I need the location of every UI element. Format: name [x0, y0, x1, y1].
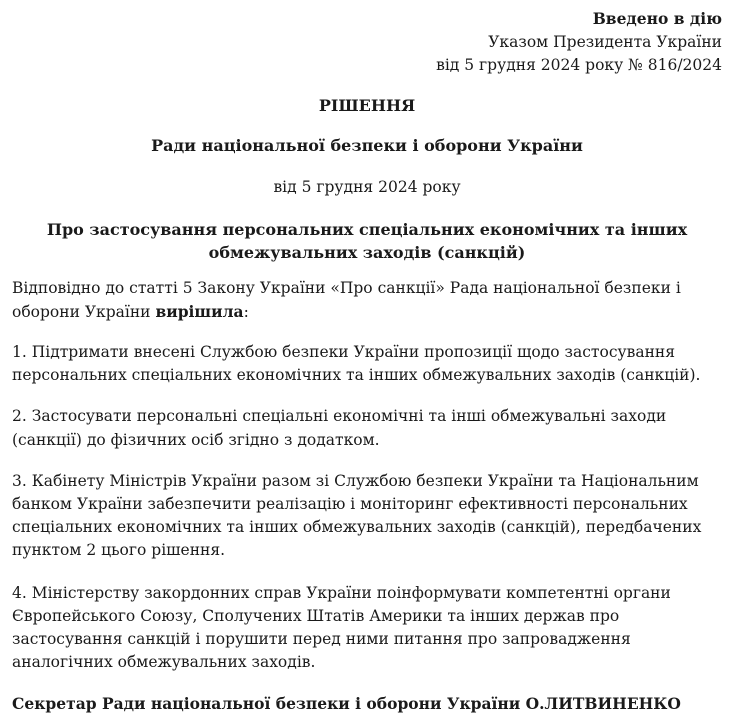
enactment-block [12, 0, 722, 78]
signature-line: Секретар Ради національної безпеки і оборони України О.ЛИТВИНЕНКО [12, 694, 681, 714]
item-1-paragraph: 1. Підтримати внесені Службою безпеки України пропозиції щодо застосування персональних спеціальних економічних та інших обмежувальних заходів (санкцій). [12, 342, 701, 385]
decree-date: від 5 грудня 2024 року № 816/2024 [436, 56, 722, 74]
item-4-paragraph: 4. Міністерству закордонних справ України поінформувати компетентні органи Європейського Союзу, Сполучених Штатів Америки та інших держав про застосування санкцій і порушити перед ними питання про запровадження аналогічних обмежувальних заходів. [12, 583, 671, 672]
document-subject: Про застосування персональних спеціальних економічних та інших обмежувальних заходів (санкцій) [46, 219, 688, 262]
document-date: від 5 грудня 2024 року [273, 177, 461, 196]
decree-by: Указом Президента України [488, 32, 722, 51]
document-page [12, 0, 722, 715]
preamble-end: : [243, 302, 249, 321]
preamble-verb: вирішила [155, 301, 244, 321]
effective-label: Введено в дію [592, 9, 722, 28]
item-2-paragraph: 2. Застосувати персональні спеціальні економічні та інші обмежувальні заходи (санкції) до фізичних осіб згідно з додатком. [12, 407, 667, 449]
document-type-title: РІШЕННЯ [318, 95, 416, 115]
item-3-paragraph: 3. Кабінету Міністрів України разом зі Службою безпеки України та Національним банком України забезпечити реалізацію і моніторинг ефективності персональних спеціальних економічних та інших обмежувальних заходів (санкцій), передбачених пунктом 2 цього рішення. [12, 471, 702, 560]
preamble-text: Відповідно до статті 5 Закону України «Про санкції» Рада національної безпеки і оборони України [12, 278, 681, 321]
document-issuer: Ради національної безпеки і оборони України [151, 135, 583, 155]
preamble-paragraph [12, 277, 722, 324]
